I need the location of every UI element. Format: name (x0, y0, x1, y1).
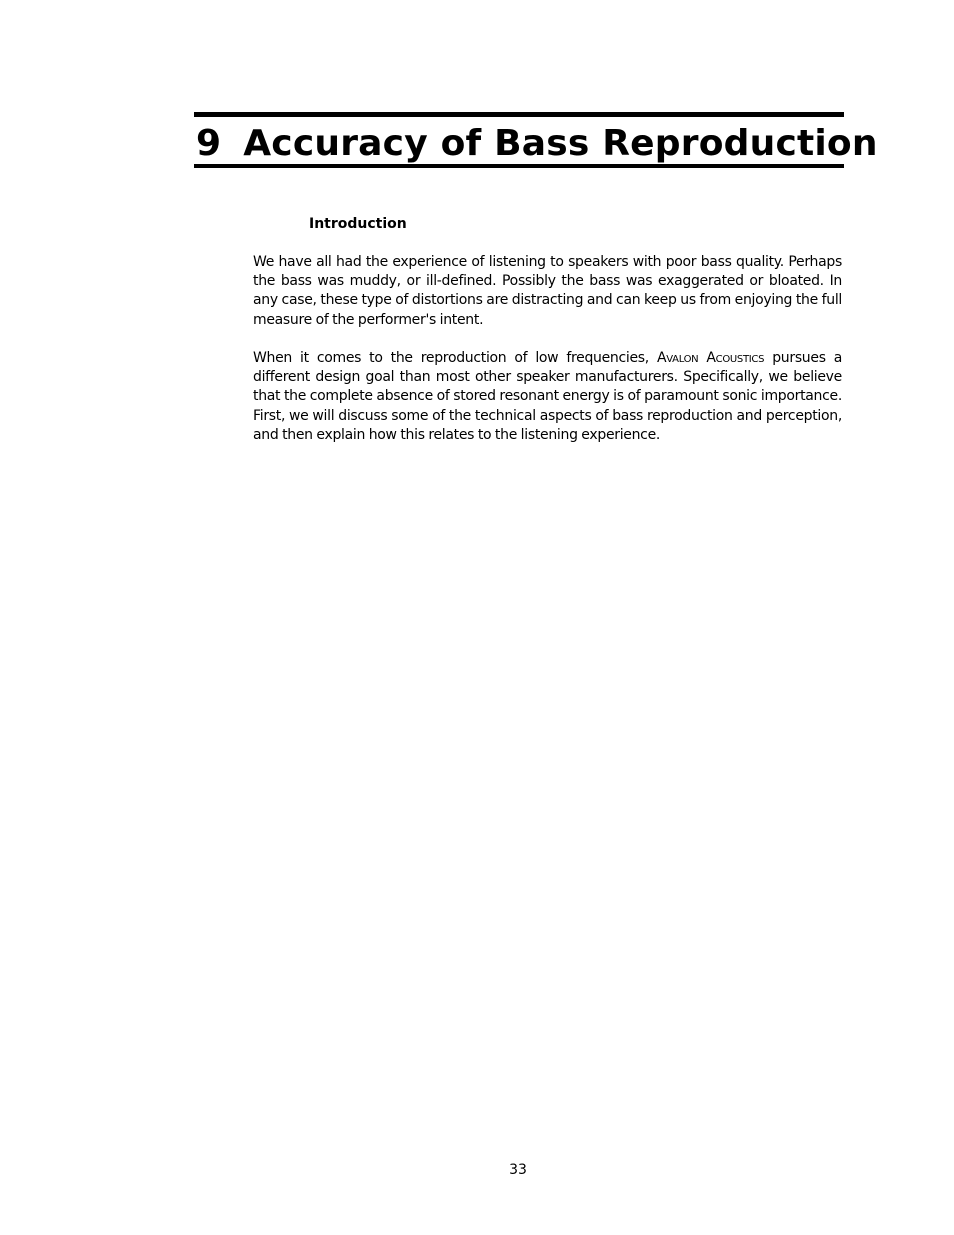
chapter-header (194, 112, 878, 168)
chapter-title-text: Accuracy of Bass Reproduction (243, 123, 878, 164)
section-heading: Introduction (309, 216, 407, 232)
paragraph-2-text-start: When it comes to the reproduction of low frequencies, (253, 350, 657, 366)
chapter-number: 9 (196, 123, 222, 164)
body-paragraph-2 (253, 349, 842, 445)
page-number: 33 (509, 1162, 527, 1178)
brand-name: Avalon Acoustics (656, 350, 765, 366)
chapter-title (196, 124, 878, 164)
body-paragraph-1: We have all had the experience of listening to speakers with poor bass quality. Perhaps the bass was muddy, or ill-defined. Possibly the bass was exaggerated or bloated. In any case, these type of distortions are distracting and can keep us from enjoying the full measure of the performer's intent. (253, 254, 842, 328)
paragraph-2-text-end: pursues a different design goal than most other speaker manufacturers. Specifically, we believe that the complete absence of stored resonant energy is of paramount sonic importance. First, we will discuss some of the technical aspects of bass reproduction and perception, and then explain how this relates to the listening experience. (253, 350, 842, 443)
